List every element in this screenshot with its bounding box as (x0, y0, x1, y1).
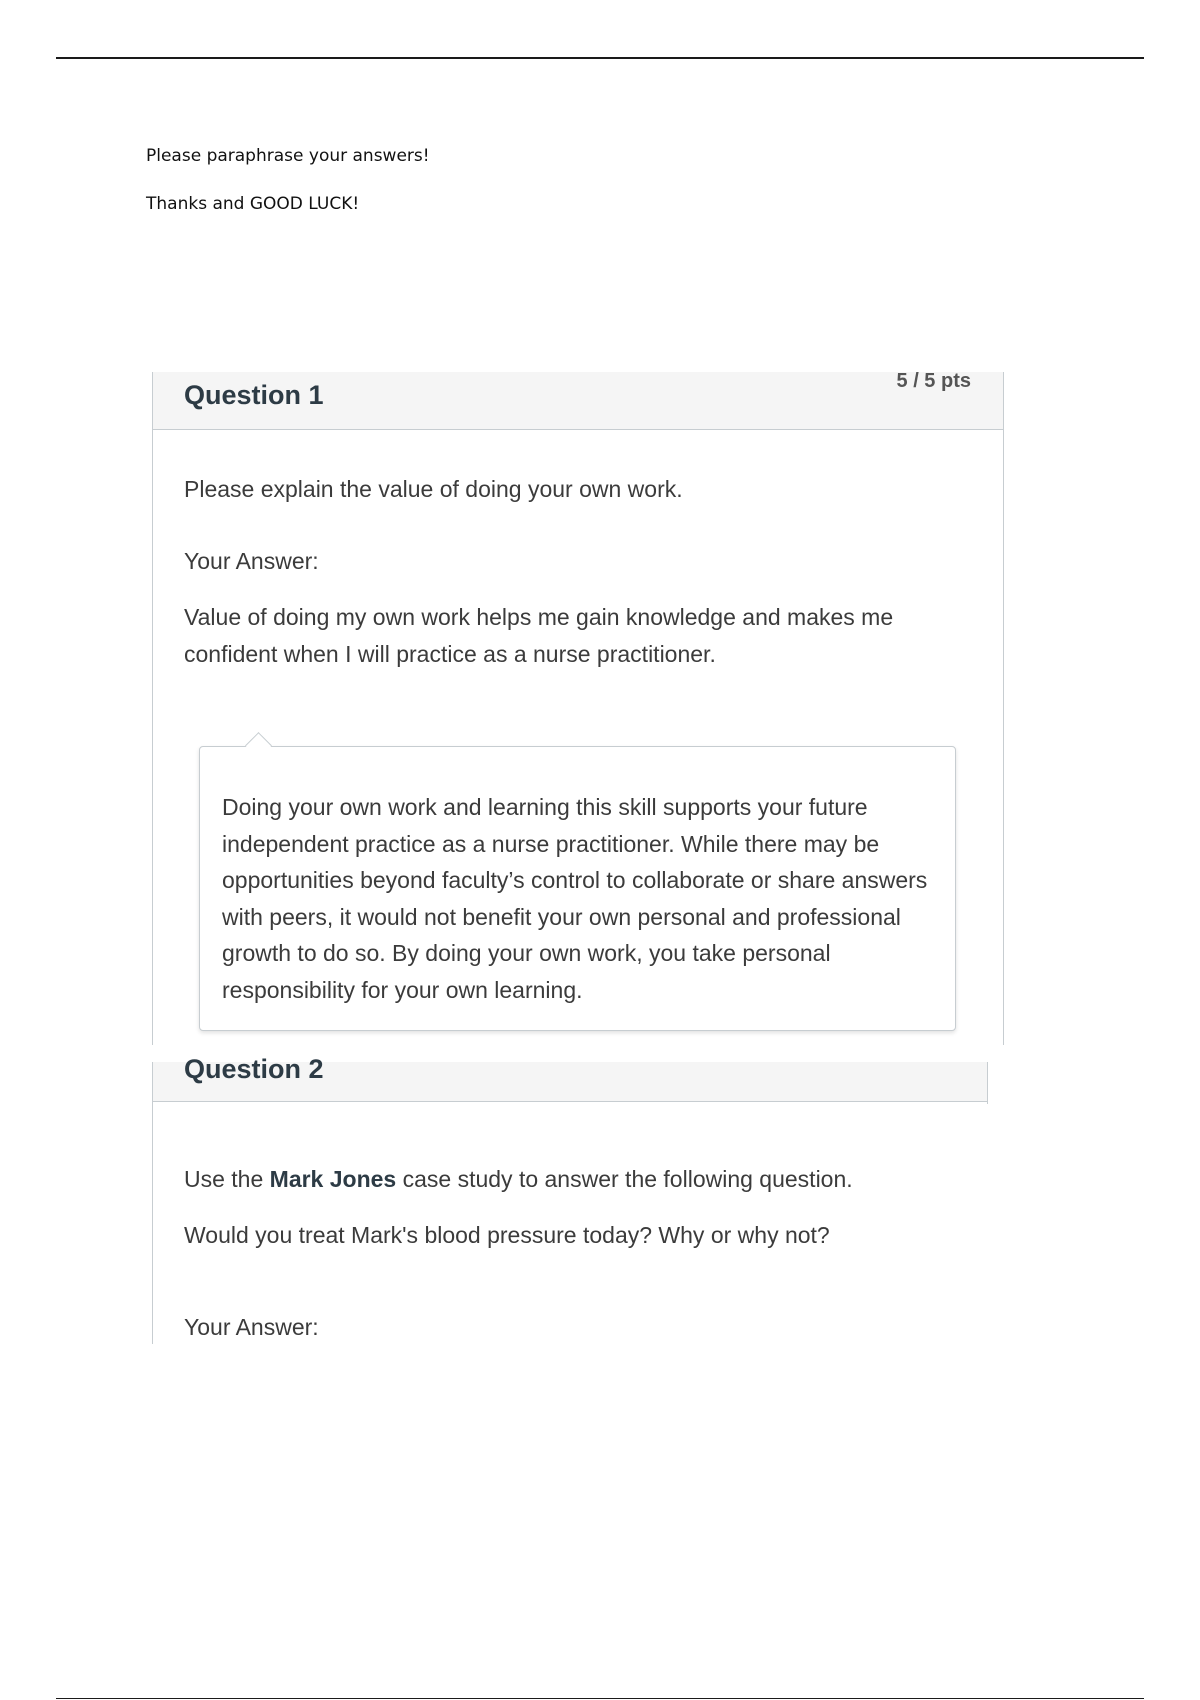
question-1-feedback (199, 746, 956, 1031)
question-1-answer-label: Your Answer: (184, 548, 319, 574)
question-2-panel (152, 1054, 988, 1344)
prompt-text: case study to answer the following question. (396, 1166, 853, 1192)
paraphrase-note: Please paraphrase your answers! (146, 146, 430, 166)
question-2-question: Would you treat Mark's blood pressure today? Why or why not? (184, 1222, 830, 1248)
good-luck-note: Thanks and GOOD LUCK! (146, 194, 360, 214)
feedback-text: Doing your own work and learning this skill supports your future independent practice as a nurse practitioner. While there may be opportunities beyond faculty’s control to collaborate or share answers with peers, it would not benefit your own personal and professional growth to do so. By doing your own work, you take personal responsibility for your own learning. (222, 794, 928, 1003)
question-1-header (153, 372, 1003, 430)
question-1-title: Question 1 (184, 380, 324, 410)
question-1-answer: Value of doing my own work helps me gain knowledge and makes me confident when I will practice as a nurse practitioner. (184, 604, 894, 667)
question-2-answer-label: Your Answer: (184, 1314, 319, 1340)
question-1-score: 5 / 5 pts (896, 370, 971, 392)
question-2-prompt (184, 1161, 974, 1198)
question-1-panel (152, 372, 1004, 1045)
panel-border (987, 1062, 988, 1104)
prompt-text: Use the (184, 1166, 270, 1192)
question-2-header (153, 1054, 988, 1102)
question-1-prompt: Please explain the value of doing your own work. (184, 476, 683, 502)
question-2-title: Question 2 (184, 1054, 324, 1084)
header-rule (56, 57, 1144, 59)
footer-rule (56, 1698, 1144, 1699)
case-study-name: Mark Jones (269, 1166, 397, 1192)
feedback-pointer (245, 732, 272, 759)
intro-text (146, 146, 430, 242)
